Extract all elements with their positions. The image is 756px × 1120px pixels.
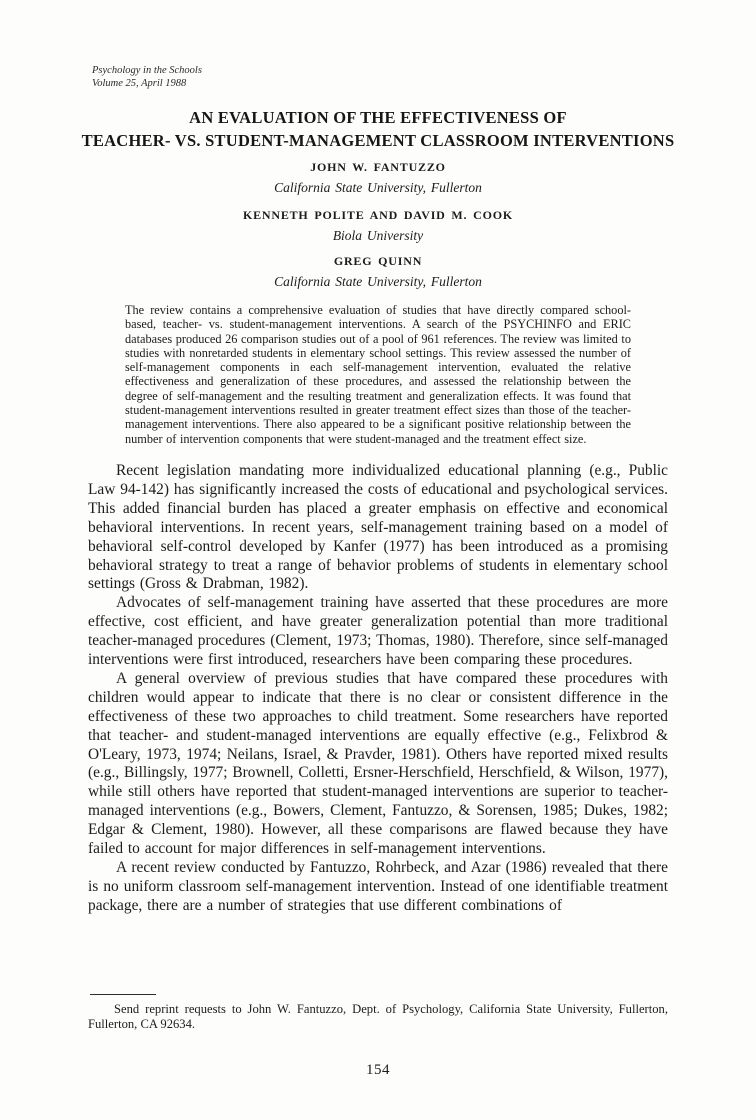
page-number: 154 <box>366 1062 390 1078</box>
author-affiliation-2: Biola University <box>332 228 424 243</box>
body-paragraph-3: A general overview of previous studies that have compared these procedures with children would appear to indicate that there is no clear or consistent difference in the effectiveness of these two approaches to child treatment. Some researchers have reported that teacher- and student-managed interventions are equally effective (e.g., Felixbrod & O'Leary, 1973, 1974; Neilans, Israel, & Pravder, 1981). Others have reported mixed results (e.g., Billingsly, 1977; Brownell, Colletti, Ersner-Herschfield, Herschfield, & Wilson, 1977), while still others have reported that student-managed interventions are superior to teacher-managed interventions (e.g., Bowers, Clement, Fantuzzo, & Sorensen, 1985; Dukes, 1982; Edgar & Clement, 1980). However, all these comparisons are flawed because they have failed to account for major differences in self-management interventions. <box>88 669 668 858</box>
body-paragraph-2: Advocates of self-management training have asserted that these procedures are more effective, cost efficient, and have greater generalization potential than more traditional teacher-managed procedures (Clement, 1973; Thomas, 1980). Therefore, since self-managed interventions were first introduced, researchers have been comparing these procedures. <box>88 594 668 669</box>
author-name-2: KENNETH POLITE AND DAVID M. COOK <box>242 208 514 222</box>
journal-issue: Volume 25, April 1988 <box>92 78 187 89</box>
author-affiliation-1: California State University, Fullerton <box>274 180 482 195</box>
footnote-block <box>88 994 668 1032</box>
article-title-line1: AN EVALUATION OF THE EFFECTIVENESS OF <box>189 108 567 127</box>
journal-header <box>92 64 756 90</box>
author-name-1: JOHN W. FANTUZZO <box>310 160 446 174</box>
author-name-3: GREG QUINN <box>333 254 423 268</box>
article-body <box>88 462 668 916</box>
author-affiliation-3: California State University, Fullerton <box>274 274 482 289</box>
journal-name: Psychology in the Schools <box>92 65 202 76</box>
article-title-line2: TEACHER- VS. STUDENT-MANAGEMENT CLASSROOM INTERVENTIONS <box>81 131 675 150</box>
body-paragraph-4: A recent review conducted by Fantuzzo, Rohrbeck, and Azar (1986) revealed that there is no uniform classroom self-management intervention. Instead of one identifiable treatment package, there are a number of strategies that use different combinations of <box>88 859 668 914</box>
article-title <box>0 106 756 152</box>
abstract: The review contains a comprehensive evaluation of studies that have directly compared school-based, teacher- vs. student-management interventions. A search of the PSYCHINFO and ERIC databases produced 26 comparison studies out of a pool of 961 references. The review was limited to studies with nonretarded students in elementary school settings. This review assessed the number of self-management components in each self-management intervention, evaluated the relative effectiveness and generalization of these procedures, and assessed the relationship between the degree of self-management and the resulting treatment and generalization effects. It was found that student-management interventions resulted in greater treatment effect sizes than those of the teacher-management interventions. There also appeared to be a significant positive relationship between the number of intervention components that were student-managed and the treatment effect size. <box>125 303 631 446</box>
reprint-request-footnote: Send reprint requests to John W. Fantuzzo, Dept. of Psychology, California State University, Fullerton, Fullerton, CA 92634. <box>88 1002 668 1031</box>
footnote-divider <box>90 994 156 995</box>
body-paragraph-1: Recent legislation mandating more individualized educational planning (e.g., Public Law 94-142) has significantly increased the costs of educational and psychological services. This added financial burden has placed a greater emphasis on effective and economical behavioral interventions. In recent years, self-management training based on a model of behavioral self-control developed by Kanfer (1977) has been introduced as a promising behavioral strategy to treat a range of behavior problems of students in elementary school settings (Gross & Drabman, 1982). <box>88 461 668 593</box>
